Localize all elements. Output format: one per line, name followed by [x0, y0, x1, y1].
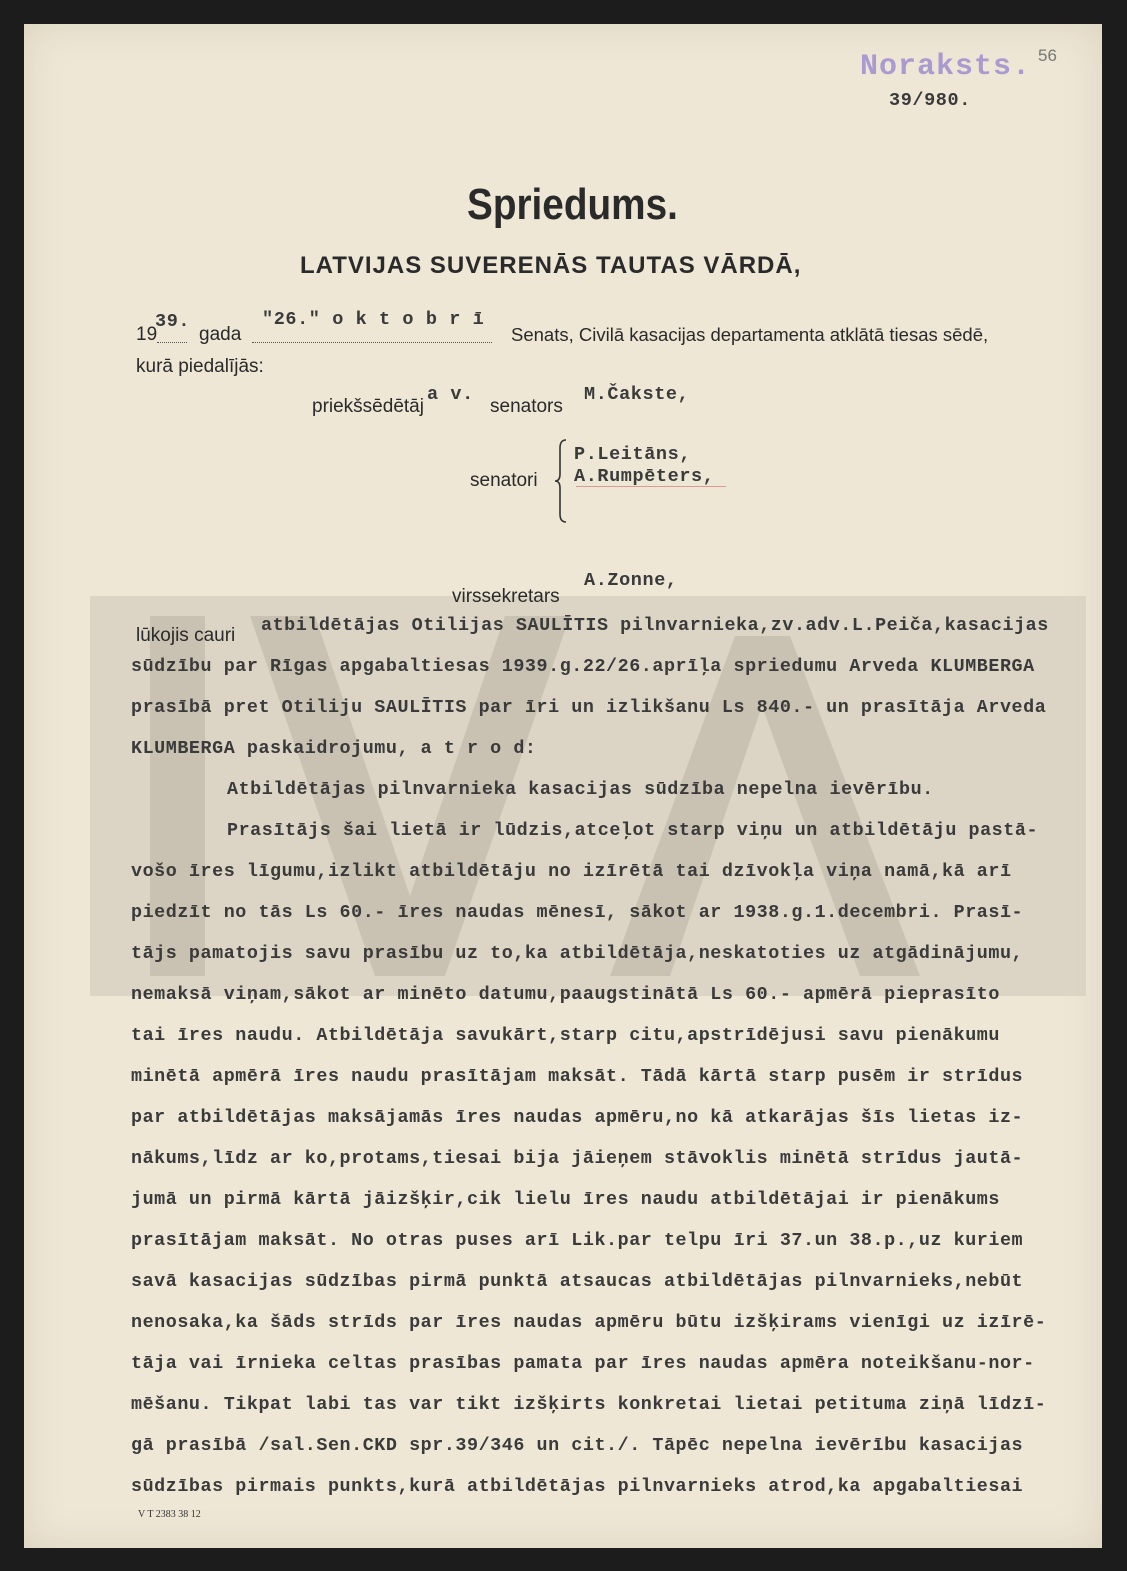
attendance-label: kurā piedalījās: — [136, 356, 264, 377]
year-prefix: 19 — [136, 324, 158, 345]
copy-stamp: Noraksts. — [860, 50, 1032, 84]
date-underline — [252, 342, 492, 343]
body-line: tai īres naudu. Atbildētāja savukārt,starp citu,apstrīdējusi savu pienākumu — [131, 1025, 1000, 1046]
gada-label: gada — [199, 324, 242, 345]
chair-suffix: a v. — [427, 384, 474, 405]
body-line: vošo īres līgumu,izlikt atbildētāju no izīrētā tai dzīvokļa viņa namā,kā arī — [131, 861, 1012, 882]
body-line: mēšanu. Tikpat labi tas var tikt izšķirts konkretai lietai petituma ziņā līdzī- — [131, 1394, 1047, 1415]
body-line: Prasītājs šai lietā ir lūdzis,atceļot starp viņu un atbildētāju pastā- — [227, 820, 1039, 841]
body-line: tājs pamatojis savu prasību uz to,ka atbildētāja,neskatoties uz atgādinājumu, — [131, 943, 1024, 964]
pencil-underline — [576, 486, 726, 487]
body-line: prasītājam maksāt. No otras puses arī Lik.par telpu īri 37.un 38.p.,uz kuriem — [131, 1230, 1024, 1251]
body-line: sūdzības pirmais punkts,kurā atbildētājas pilnvarnieks atrod,ka apgabaltiesai — [131, 1476, 1024, 1497]
senators-label: senatori — [470, 470, 538, 491]
body-line: nemaksā viņam,sākot ar minēto datumu,paaugstinātā Ls 60.- apmērā pieprasīto — [131, 984, 1000, 1005]
chair-label: priekšsēdētāj — [312, 396, 424, 417]
body-line: prasībā pret Otiliju SAULĪTIS par īri un izlikšanu Ls 840.- un prasītāja Arveda — [131, 697, 1047, 718]
document-title: Spriedums. — [467, 180, 678, 229]
body-line: nākums,līdz ar ko,protams,tiesai bija jāieņem stāvoklis minētā strīdus jautā- — [131, 1148, 1024, 1169]
year-underline — [157, 342, 187, 343]
session-date: "26." o k t o b r ī — [262, 309, 485, 330]
body-line: tāja vai īrnieka celtas prasības pamata par īres naudas apmēra noteikšanu-nor- — [131, 1353, 1035, 1374]
case-number: 39/980. — [889, 90, 971, 111]
chair-role: senators — [490, 396, 563, 417]
secretary-label: virssekretars — [452, 586, 560, 607]
body-line: KLUMBERGA paskaidrojumu, a t r o d: — [131, 738, 537, 759]
senator-2: A.Rumpēters, — [574, 466, 715, 487]
body-line: gā prasībā /sal.Sen.CKD spr.39/346 un cit./. Tāpēc nepelna ievērību kasacijas — [131, 1435, 1024, 1456]
brace-icon — [552, 438, 572, 524]
form-code: V T 2383 38 12 — [138, 1509, 201, 1520]
body-line: Atbildētājas pilnvarnieka kasacijas sūdzība nepelna ievērību. — [227, 779, 934, 800]
body-line: jumā un pirmā kārtā jāizšķir,cik lielu īres naudu atbildētājai ir pienākums — [131, 1189, 1000, 1210]
court-description: Senats, Civilā kasacijas departamenta atklātā tiesas sēdē, — [511, 324, 989, 345]
body-line: sūdzību par Rīgas apgabaltiesas 1939.g.22/26.aprīļa spriedumu Arveda KLUMBERGA — [131, 656, 1035, 677]
document-page — [24, 24, 1102, 1548]
reviewed-label: lūkojis cauri — [136, 625, 236, 646]
body-line: piedzīt no tās Ls 60.- īres naudas mēnesī, sākot ar 1938.g.1.decembri. Prasī- — [131, 902, 1024, 923]
body-line: savā kasacijas sūdzības pirmā punktā atsaucas atbildētājas pilnvarnieks,nebūt — [131, 1271, 1024, 1292]
secretary-name: A.Zonne, — [584, 570, 678, 591]
senator-1: P.Leitāns, — [574, 444, 692, 465]
body-line: minētā apmērā īres naudu prasītājam maksāt. Tādā kārtā starp pusēm ir strīdus — [131, 1066, 1024, 1087]
body-line: nenosaka,ka šāds strīds par īres naudas apmēru būtu izšķirams vienīgi uz izīrē- — [131, 1312, 1047, 1333]
chair-name: M.Čakste, — [584, 384, 690, 405]
document-subtitle: LATVIJAS SUVERENĀS TAUTAS VĀRDĀ, — [300, 252, 802, 279]
page-number: 56 — [1038, 46, 1057, 65]
body-line: par atbildētājas maksājamās īres naudas apmēru,no kā atkarājas šīs lietas iz- — [131, 1107, 1024, 1128]
body-line: atbildētājas Otilijas SAULĪTIS pilnvarnieka,zv.adv.L.Peiča,kasacijas — [261, 615, 1049, 636]
year-value: 39. — [155, 311, 191, 332]
